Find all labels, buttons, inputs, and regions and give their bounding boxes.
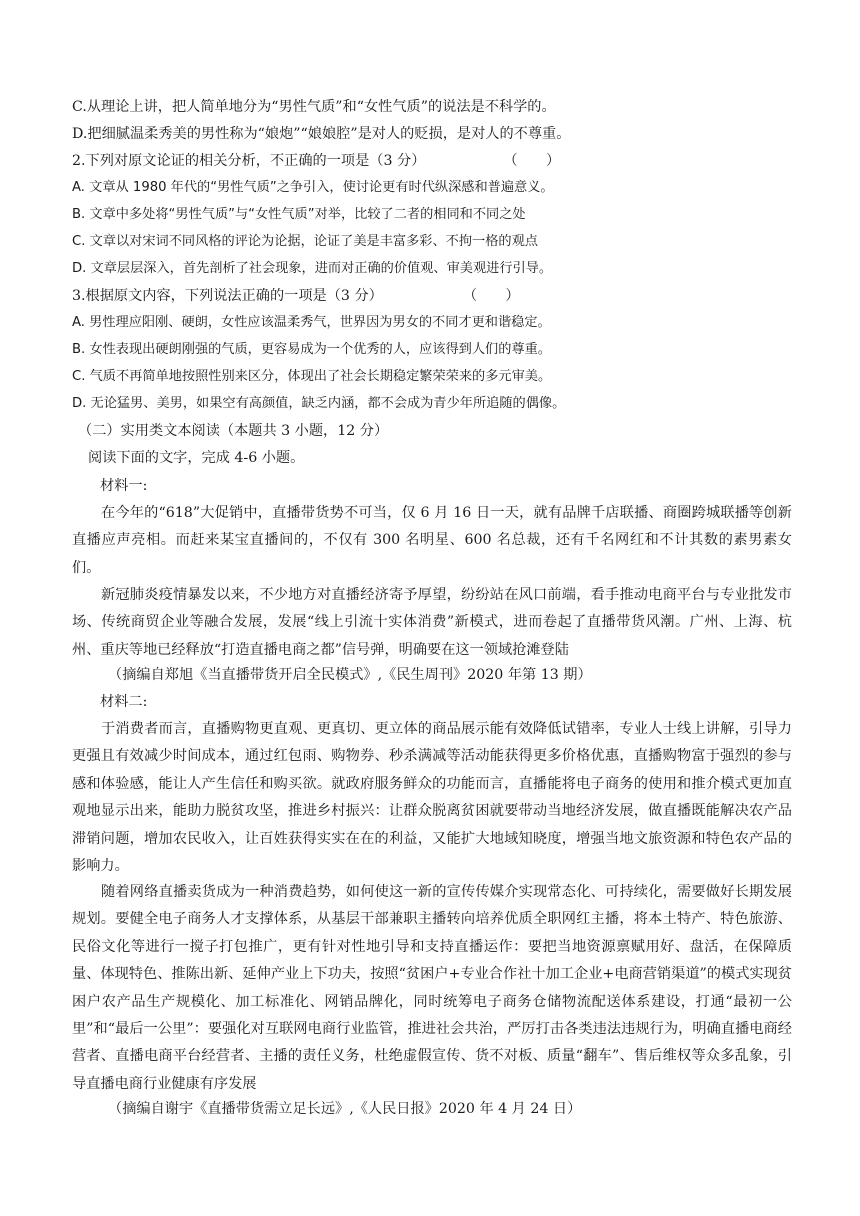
option-b-q2: B. 文章中多处将“男性气质”与“女性气质”对举，比较了二者的相同和不同之处 bbox=[72, 207, 526, 222]
option-c-q1: C.从理论上讲，把人简单地分为“男性气质”和“女性气质”的说法是不科学的。 bbox=[72, 99, 556, 115]
question-3-text: 3.根据原文内容，下列说法正确的一项是（3 分） bbox=[72, 288, 383, 304]
material-2-source: （摘编自谢宇《直播带货需立足长远》,《人民日报》2020 年 4 月 24 日） bbox=[108, 1101, 582, 1117]
material-2-title: 材料二: bbox=[100, 694, 148, 710]
option-d-q2: D. 文章层层深入，首先剖析了社会现象，进而对正确的价值观、审美观进行引导。 bbox=[72, 261, 553, 276]
answer-bracket-q3: （ ） bbox=[462, 288, 520, 304]
material-1-source: （摘编自郑旭《当直播带货开启全民模式》,《民生周刊》2020 年第 13 期） bbox=[108, 667, 592, 683]
option-c-q3: C. 气质不再简单地按照性别来区分，体现出了社会长期稳定繁荣荣来的多元审美。 bbox=[72, 369, 552, 384]
option-b-q3: B. 女性表现出硬朗刚强的气质，更容易成为一个优秀的人，应该得到人们的尊重。 bbox=[72, 342, 551, 357]
option-d-q1: D.把细腻温柔秀美的男性称为“娘炮”“娘娘腔”是对人的贬损，是对人的不尊重。 bbox=[72, 126, 571, 142]
option-a-q3: A. 男性理应阳刚、硬朗，女性应该温柔秀气，世界因为男女的不同才更和谐稳定。 bbox=[72, 315, 551, 330]
section-heading: （二）实用类文本阅读（本题共 3 小题，12 分） bbox=[78, 423, 389, 439]
material-2-paragraph-2: 随着网络直播卖货成为一种消费趋势，如何使这一新的宣传传媒介实现常态化、可持续化，需要做好长期发展规划。要健全电子商务人才支撑体系，从基层干部兼职主播转向培养优质全职网红主播，将本土特产、特色旅游、民俗文化等进行一搅子打包推广，更有针对性地引导和支持直播运作：要把当地资源禀赋用好、盘活，在保障质量、体现特色、推陈出新、延伸产业上下功夫，按照“贫困户+专业合作社十加工企业+电商营销渠道”的模式实现贫困户农产品生产规模化、加工标准化、网销品牌化，同时统筹电子商务仓储物流配送体系建设，打通“最初一公里”和“最后一公里”：要强化对互联网电商行业监管，推进社会共治，严厉打击各类违法违规行为，明确直播电商经营者、直播电商平台经营者、主播的责任义务，杜绝虚假宣传、货不对板、质量“翻车”、售后维权等众多乱象，引导直播电商行业健康有序发展 bbox=[72, 884, 792, 1092]
section-instruction: 阅读下面的文字，完成 4-6 小题。 bbox=[88, 450, 305, 466]
option-d-q3: D. 无论猛男、美男，如果空有高颜值，缺乏内涵，都不会成为青少年所追随的偶像。 bbox=[72, 396, 566, 411]
question-2-text: 2.下列对原文论证的相关分析，不正确的一项是（3 分） bbox=[72, 153, 426, 169]
question-3-stem bbox=[72, 286, 520, 306]
material-2-paragraph-1: 于消费者而言，直播购物更直观、更真切、更立体的商品展示能有效降低试错率，专业人士线上讲解，引导力更强且有效减少时间成本，通过红包雨、购物券、秒杀满减等活动能获得更多价格优惠，直播购物富于强烈的参与感和体验感，能让人产生信任和购买欲。就政府服务鲜众的功能而言，直播能将电子商务的使用和推介模式更加直观地显示出来，能助力脱贫攻坚，推进乡村振兴：让群众脱离贫困就要带动当地经济发展，做直播既能解决农产品滞销问题，增加农民收入，让百姓获得实实在在的利益，又能扩大地域知晓度，增强当地文旅资源和特色农产品的影响力。 bbox=[72, 721, 792, 875]
material-1-paragraph-1: 在今年的“618”大促销中，直播带货势不可当，仅 6 月 16 日一天，就有品牌千店联播、商圈跨城联播等创新直播应声亮相。而赶来某宝直播间的，不仅有 300 名明星、600 名总裁，还有千名网红和不计其数的素男素女们。 bbox=[72, 505, 792, 576]
material-1-paragraph-2: 新冠肺炎疫情暴发以来，不少地方对直播经济寄予厚望，纷纷站在风口前端，看手推动电商平台与专业批发市场、传统商贸企业等融合发展，发展“线上引流十实体消费”新模式，进而卷起了直播带货风潮。广州、上海、杭州、重庆等地已经释放“打造直播电商之都”信号弹，明确要在这一领域抢滩登陆 bbox=[72, 587, 792, 658]
question-2-stem bbox=[72, 151, 560, 171]
option-a-q2: A. 文章从 1980 年代的“男性气质”之争引入，使讨论更有时代纵深感和普遍意义。 bbox=[72, 180, 554, 195]
answer-bracket-q2: （ ） bbox=[503, 153, 561, 169]
material-1-title: 材料一: bbox=[100, 478, 148, 494]
option-c-q2: C. 文章以对宋词不同风格的评论为论据，论证了美是丰富多彩、不拘一格的观点 bbox=[72, 234, 538, 249]
